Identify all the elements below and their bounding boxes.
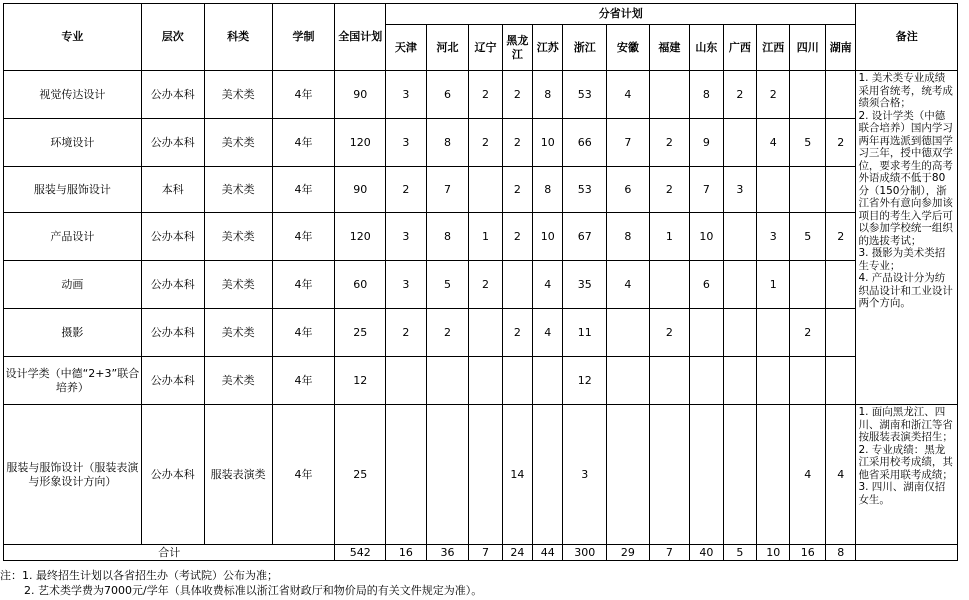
cell-province-value: 2 [502,71,532,119]
total-province-value: 8 [825,545,855,561]
cell-province-value: 11 [563,309,607,357]
cell-province-value: 2 [502,309,532,357]
cell-province-value: 3 [723,167,756,213]
cell-province-value: 3 [386,71,427,119]
table-row [4,309,958,357]
cell-province-value: 1 [469,213,502,261]
cell-province-value: 8 [426,119,469,167]
cell-level: 公办本科 [141,357,204,405]
header-level: 层次 [141,4,204,71]
cell-province-value: 2 [469,261,502,309]
cell-duration: 4年 [272,309,335,357]
cell-province-value [790,261,825,309]
cell-level: 公办本科 [141,261,204,309]
cell-duration: 4年 [272,357,335,405]
cell-province-value: 53 [563,71,607,119]
cell-remarks: 1. 美术类专业成绩采用省统考，统考成绩须合格； 2. 设计学类（中德联合培养）国内学习两年再选派到德国学习三年，授中德双学位，要求考生的高考外语成绩不低于80分（150分制），浙江省外有意向参加该项目的考生入学后可以参加学校统一组织的选拔考试； 3. 摄影为美术类招生专业； 4. 产品设计分为纺织品设计和工业设计两个方向。 [856,71,958,405]
cell-major: 服装与服饰设计 [4,167,142,213]
cell-province-value [690,405,723,545]
header-province: 山东 [690,25,723,71]
cell-province-value [469,309,502,357]
enrollment-plan-table [3,3,958,561]
cell-category: 美术类 [204,357,272,405]
header-province: 安徽 [607,25,650,71]
cell-level: 公办本科 [141,71,204,119]
cell-province-value: 2 [790,309,825,357]
total-province-value: 16 [790,545,825,561]
cell-level: 本科 [141,167,204,213]
cell-province-value: 7 [426,167,469,213]
cell-province-value: 4 [607,261,650,309]
cell-province-value: 2 [825,213,855,261]
header-provincial-plan: 分省计划 [386,4,856,25]
cell-province-value: 3 [386,213,427,261]
cell-province-value [757,167,790,213]
cell-province-value: 2 [469,119,502,167]
cell-province-value [723,405,756,545]
cell-province-value: 2 [502,213,532,261]
table-row [4,213,958,261]
cell-category: 美术类 [204,213,272,261]
cell-province-value [723,261,756,309]
cell-province-value: 10 [690,213,723,261]
cell-level: 公办本科 [141,309,204,357]
cell-province-value [607,357,650,405]
cell-province-value: 8 [607,213,650,261]
cell-duration: 4年 [272,71,335,119]
cell-province-value [790,71,825,119]
cell-province-value [649,71,690,119]
cell-category: 美术类 [204,261,272,309]
total-label: 合计 [4,545,335,561]
footnote-1: 注：1. 最终招生计划以各省招生办（考试院）公布为准； [0,569,278,582]
cell-province-value: 10 [533,119,563,167]
cell-province-value [426,405,469,545]
total-remarks-empty [856,545,958,561]
header-province: 四川 [790,25,825,71]
cell-province-value [757,405,790,545]
cell-province-value [502,261,532,309]
cell-province-value [533,405,563,545]
cell-duration: 4年 [272,405,335,545]
cell-level: 公办本科 [141,213,204,261]
cell-province-value [790,357,825,405]
total-province-value: 10 [757,545,790,561]
cell-level: 公办本科 [141,405,204,545]
cell-province-value: 8 [533,71,563,119]
cell-category: 美术类 [204,167,272,213]
footnote-2: 2. 艺术类学费为7000元/学年（具体收费标准以浙江省财政厅和物价局的有关文件规定为准）。 [24,584,483,597]
cell-province-value [469,167,502,213]
cell-category: 美术类 [204,71,272,119]
cell-category: 美术类 [204,119,272,167]
cell-province-value [723,309,756,357]
cell-province-value: 14 [502,405,532,545]
total-province-value: 36 [426,545,469,561]
cell-province-value: 2 [649,119,690,167]
header-province: 江苏 [533,25,563,71]
table-row [4,71,958,119]
cell-national-total: 120 [335,213,386,261]
cell-province-value: 4 [607,71,650,119]
cell-province-value [723,119,756,167]
cell-province-value: 3 [757,213,790,261]
cell-province-value: 7 [690,167,723,213]
cell-province-value: 35 [563,261,607,309]
cell-province-value: 8 [426,213,469,261]
cell-province-value [502,357,532,405]
cell-major: 服装与服饰设计（服装表演与形象设计方向） [4,405,142,545]
cell-province-value: 6 [426,71,469,119]
total-province-value: 7 [469,545,502,561]
table-row [4,167,958,213]
cell-province-value [723,357,756,405]
plan-body [4,71,958,561]
cell-province-value [757,309,790,357]
cell-province-value: 4 [790,405,825,545]
table-row [4,405,958,545]
cell-province-value: 5 [790,213,825,261]
header-row-1 [4,4,958,25]
cell-province-value: 2 [649,309,690,357]
cell-remarks: 1. 面向黑龙江、四川、湖南和浙江等省按服装表演类招生； 2. 专业成绩：黑龙江采用校考成绩，其他省采用联考成绩； 3. 四川、湖南仅招女生。 [856,405,958,545]
header-province: 湖南 [825,25,855,71]
header-national-plan: 全国计划 [335,4,386,71]
table-row [4,119,958,167]
cell-province-value: 6 [607,167,650,213]
cell-province-value [790,167,825,213]
cell-national-total: 90 [335,71,386,119]
cell-province-value [607,405,650,545]
cell-province-value: 2 [723,71,756,119]
cell-major: 设计学类（中德“2+3”联合培养） [4,357,142,405]
table-row [4,261,958,309]
cell-category: 美术类 [204,309,272,357]
cell-province-value: 3 [563,405,607,545]
cell-province-value: 2 [426,309,469,357]
cell-province-value: 1 [649,213,690,261]
header-remarks: 备注 [856,4,958,71]
header-province: 福建 [649,25,690,71]
header-duration: 学制 [272,4,335,71]
cell-province-value: 8 [533,167,563,213]
total-province-value: 7 [649,545,690,561]
cell-province-value [825,71,855,119]
cell-duration: 4年 [272,213,335,261]
cell-province-value [825,309,855,357]
cell-province-value: 4 [533,309,563,357]
cell-national-total: 25 [335,309,386,357]
cell-province-value [825,357,855,405]
cell-province-value: 2 [386,309,427,357]
cell-duration: 4年 [272,261,335,309]
total-province-value: 44 [533,545,563,561]
cell-province-value: 2 [469,71,502,119]
cell-province-value [723,213,756,261]
cell-province-value [649,357,690,405]
header-province: 天津 [386,25,427,71]
cell-national-total: 12 [335,357,386,405]
cell-province-value: 2 [757,71,790,119]
cell-province-value: 4 [533,261,563,309]
cell-province-value: 9 [690,119,723,167]
cell-level: 公办本科 [141,119,204,167]
cell-major: 产品设计 [4,213,142,261]
cell-province-value: 53 [563,167,607,213]
cell-province-value: 6 [690,261,723,309]
cell-province-value: 12 [563,357,607,405]
total-province-value: 16 [386,545,427,561]
cell-national-total: 60 [335,261,386,309]
cell-province-value: 3 [386,119,427,167]
cell-major: 视觉传达设计 [4,71,142,119]
total-province-value: 24 [502,545,532,561]
header-province: 辽宁 [469,25,502,71]
cell-province-value: 8 [690,71,723,119]
cell-province-value: 1 [757,261,790,309]
cell-province-value [426,357,469,405]
cell-national-total: 25 [335,405,386,545]
cell-province-value [607,309,650,357]
header-province: 江西 [757,25,790,71]
cell-category: 服装表演类 [204,405,272,545]
cell-province-value [825,261,855,309]
cell-major: 摄影 [4,309,142,357]
cell-province-value [825,167,855,213]
cell-province-value: 4 [757,119,790,167]
cell-major: 环境设计 [4,119,142,167]
cell-province-value: 10 [533,213,563,261]
cell-province-value [469,405,502,545]
cell-province-value: 67 [563,213,607,261]
header-province: 河北 [426,25,469,71]
cell-national-total: 90 [335,167,386,213]
total-national: 542 [335,545,386,561]
cell-province-value [649,261,690,309]
cell-province-value: 2 [502,119,532,167]
cell-province-value [386,405,427,545]
cell-national-total: 120 [335,119,386,167]
cell-province-value: 3 [386,261,427,309]
cell-province-value: 2 [825,119,855,167]
header-province: 浙江 [563,25,607,71]
total-province-value: 40 [690,545,723,561]
total-province-value: 300 [563,545,607,561]
cell-province-value: 2 [386,167,427,213]
cell-province-value [469,357,502,405]
total-row [4,545,958,561]
table-row [4,357,958,405]
header-province: 广西 [723,25,756,71]
cell-province-value: 5 [790,119,825,167]
cell-province-value: 4 [825,405,855,545]
cell-duration: 4年 [272,167,335,213]
cell-province-value: 2 [649,167,690,213]
footnotes [0,568,482,598]
cell-province-value [386,357,427,405]
header-category: 科类 [204,4,272,71]
header-province: 黑龙江 [502,25,532,71]
cell-province-value: 66 [563,119,607,167]
cell-province-value [757,357,790,405]
cell-province-value: 7 [607,119,650,167]
total-province-value: 5 [723,545,756,561]
cell-province-value [690,357,723,405]
cell-province-value: 2 [502,167,532,213]
cell-province-value [649,405,690,545]
cell-province-value [533,357,563,405]
cell-duration: 4年 [272,119,335,167]
cell-province-value [690,309,723,357]
header-major: 专业 [4,4,142,71]
cell-major: 动画 [4,261,142,309]
cell-province-value: 5 [426,261,469,309]
total-province-value: 29 [607,545,650,561]
